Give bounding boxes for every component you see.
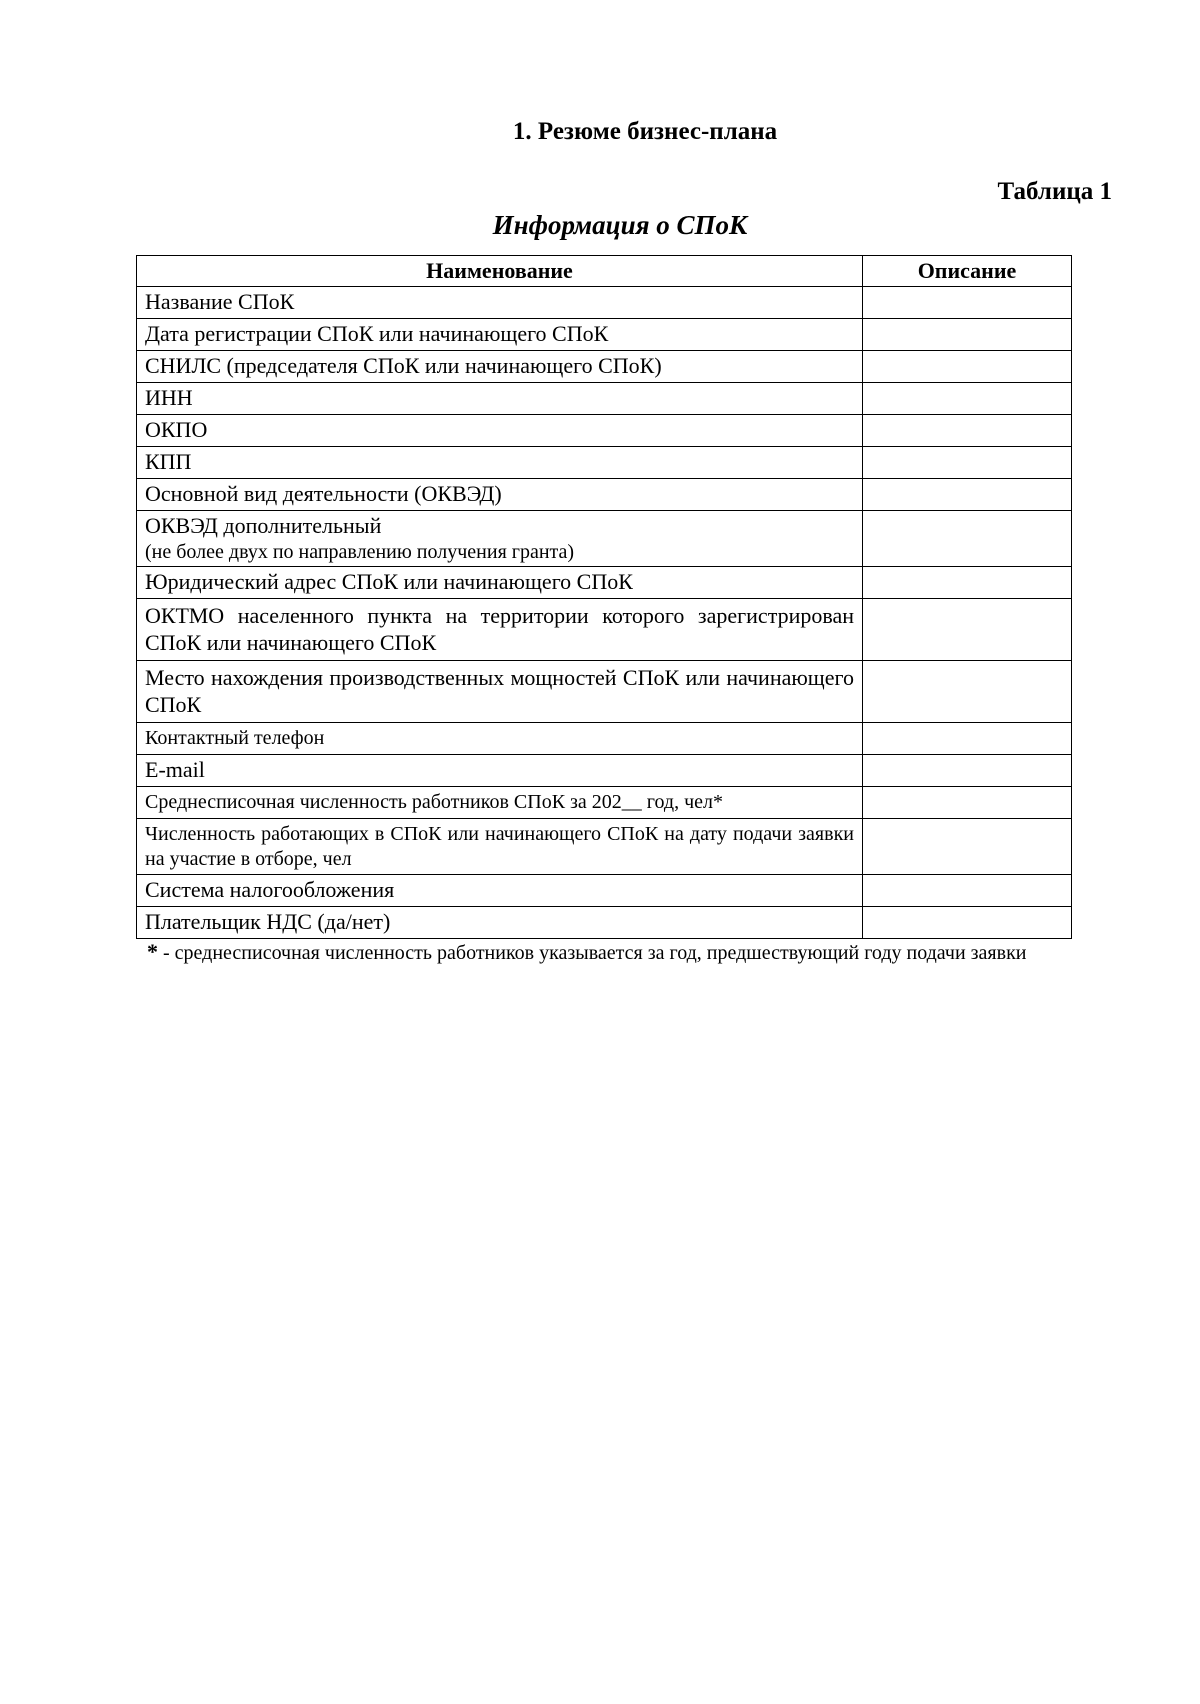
- row-description[interactable]: [863, 319, 1072, 351]
- row-description[interactable]: [863, 383, 1072, 415]
- table-row: [137, 755, 1072, 787]
- row-name: Среднесписочная численность работников СПоК за 202__ год, чел*: [137, 787, 863, 819]
- table-header-row: [137, 256, 1072, 287]
- row-description[interactable]: [863, 723, 1072, 755]
- row-description[interactable]: [863, 907, 1072, 939]
- row-name: Численность работающих в СПоК или начинающего СПоК на дату подачи заявки на участие в отборе, чел: [137, 819, 863, 875]
- table-row: [137, 599, 1072, 661]
- row-name-note: (не более двух по направлению получения гранта): [145, 540, 575, 563]
- row-name: Система налогообложения: [137, 875, 863, 907]
- row-name: Основной вид деятельности (ОКВЭД): [137, 479, 863, 511]
- table-row: [137, 351, 1072, 383]
- row-name: [137, 511, 863, 567]
- row-description[interactable]: [863, 287, 1072, 319]
- info-table: [136, 255, 1072, 939]
- row-name: Дата регистрации СПоК или начинающего СПоК: [137, 319, 863, 351]
- table-row: [137, 319, 1072, 351]
- row-name: Плательщик НДС (да/нет): [137, 907, 863, 939]
- table-row: [137, 447, 1072, 479]
- table-row: [137, 723, 1072, 755]
- row-name: Юридический адрес СПоК или начинающего СПоК: [137, 567, 863, 599]
- table-row: [137, 511, 1072, 567]
- header-name: Наименование: [137, 256, 863, 287]
- table-caption: Информация о СПоК: [492, 210, 748, 240]
- header-description: Описание: [863, 256, 1072, 287]
- row-description[interactable]: [863, 819, 1072, 875]
- row-name: E-mail: [137, 755, 863, 787]
- footnote-text: - среднесписочная численность работников указывается за год, предшествующий году подачи заявки: [158, 942, 1027, 964]
- row-name-main: ОКВЭД дополнительный: [145, 512, 382, 538]
- table-row: [137, 287, 1072, 319]
- table-number: Таблица 1: [997, 178, 1112, 205]
- row-description[interactable]: [863, 415, 1072, 447]
- row-name: ОКТМО населенного пункта на территории которого зарегистрирован СПоК или начинающего СПоК: [137, 599, 863, 661]
- table-row: [137, 875, 1072, 907]
- row-name: Название СПоК: [137, 287, 863, 319]
- table-row: [137, 479, 1072, 511]
- row-description[interactable]: [863, 351, 1072, 383]
- table-row: [137, 787, 1072, 819]
- row-description[interactable]: [863, 875, 1072, 907]
- row-description[interactable]: [863, 787, 1072, 819]
- table-row: [137, 661, 1072, 723]
- footnote-marker: *: [147, 939, 158, 964]
- row-name: КПП: [137, 447, 863, 479]
- row-description[interactable]: [863, 599, 1072, 661]
- row-description[interactable]: [863, 661, 1072, 723]
- section-title: 1. Резюме бизнес-плана: [512, 118, 778, 145]
- row-name: Место нахождения производственных мощностей СПоК или начинающего СПоК: [137, 661, 863, 723]
- table-row: [137, 819, 1072, 875]
- row-description[interactable]: [863, 567, 1072, 599]
- row-name: СНИЛС (председателя СПоК или начинающего СПоК): [137, 351, 863, 383]
- table-row: [137, 907, 1072, 939]
- row-name: ОКПО: [137, 415, 863, 447]
- footnote: [147, 937, 1077, 967]
- row-name: ИНН: [137, 383, 863, 415]
- table-row: [137, 415, 1072, 447]
- row-description[interactable]: [863, 755, 1072, 787]
- table-row: [137, 567, 1072, 599]
- row-name: Контактный телефон: [137, 723, 863, 755]
- row-description[interactable]: [863, 479, 1072, 511]
- row-description[interactable]: [863, 447, 1072, 479]
- row-description[interactable]: [863, 511, 1072, 567]
- table-row: [137, 383, 1072, 415]
